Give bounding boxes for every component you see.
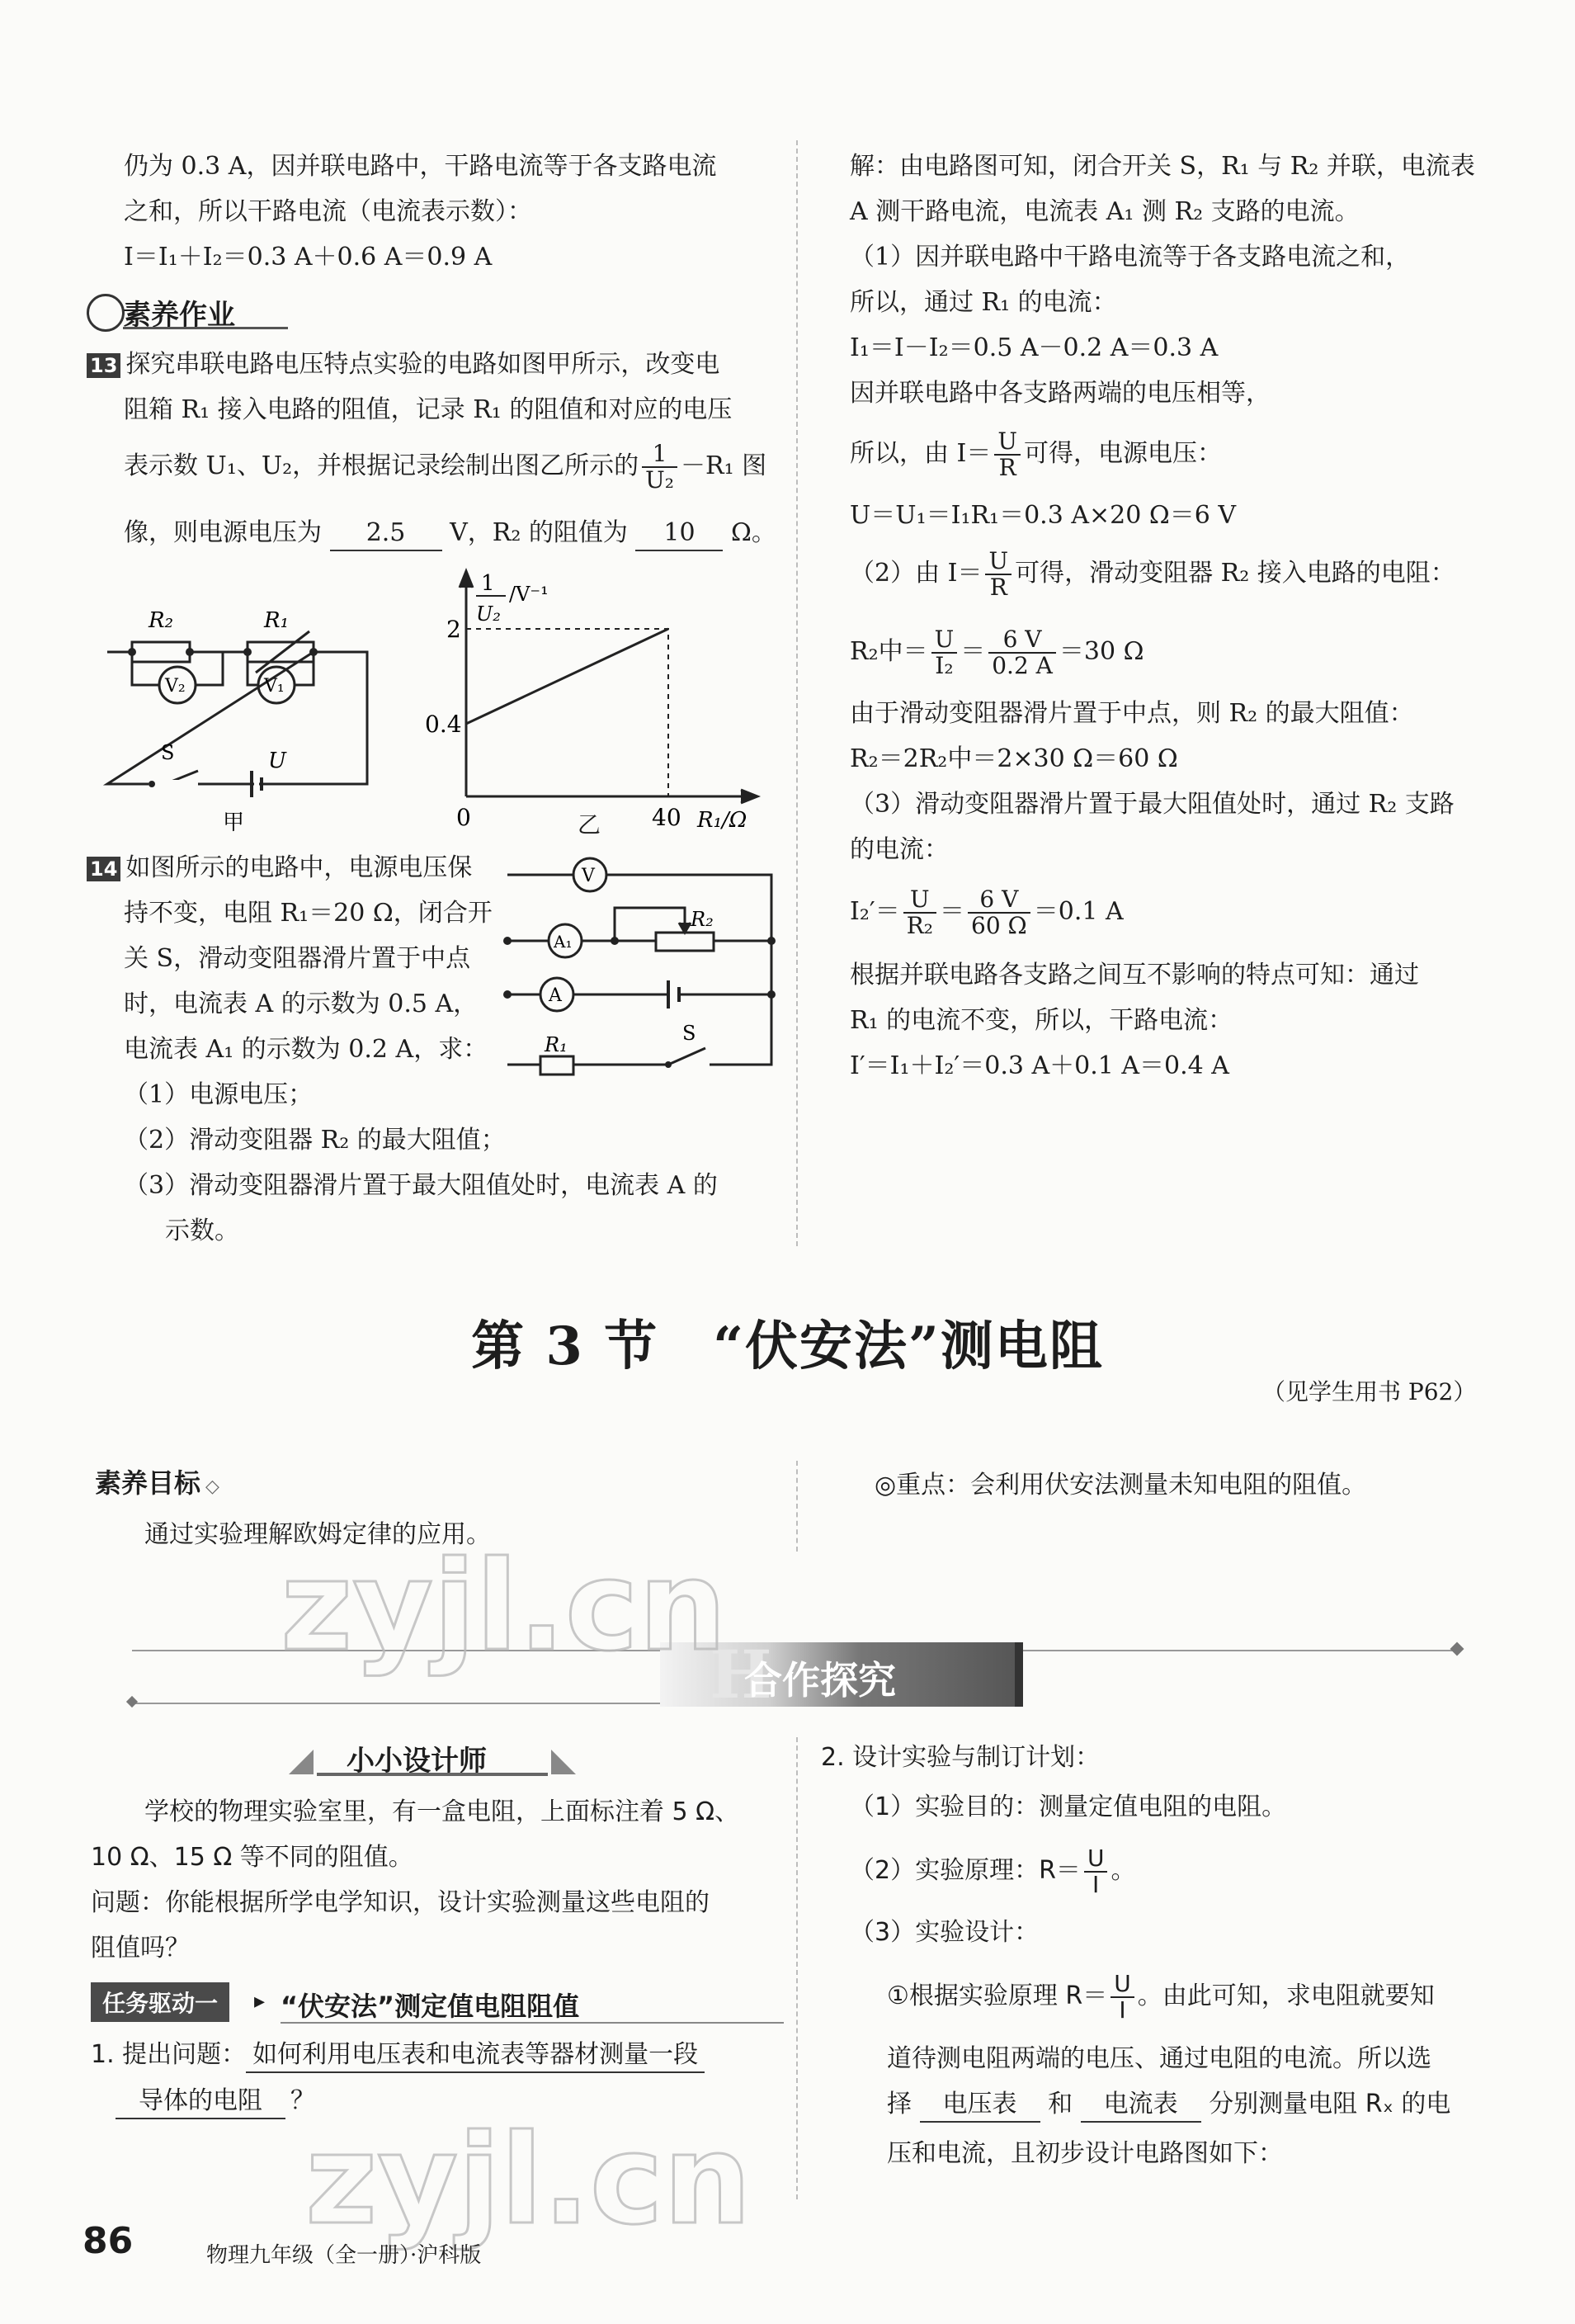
caption-jia: 甲	[223, 810, 245, 834]
sol10-f2n: 6 V	[988, 627, 1056, 654]
goals-key-point: ◎重点：会利用伏安法测量未知电阻的阻值。	[875, 1471, 1367, 1500]
badge-underline	[123, 327, 288, 329]
q13-text-3b: －R₁ 图	[680, 451, 767, 480]
q13-line-4	[124, 517, 776, 551]
solution-line-12: R₂＝2R₂中＝2×30 Ω＝60 Ω	[850, 744, 1178, 773]
task1-arrow-icon: ▸	[254, 1989, 266, 2014]
plan-line-7	[887, 2088, 1450, 2123]
q13-frac-den: U₂	[645, 466, 674, 494]
q14-label-r1: R₁	[545, 1033, 568, 1056]
designer-para-4: 阻值吗？	[91, 1934, 190, 1963]
q13-frac-num: 1	[642, 442, 677, 468]
q13-line-1	[87, 348, 719, 381]
sol15-b: ＝0.1 A	[1033, 897, 1124, 926]
q14-label-a: A	[549, 985, 562, 1006]
carryover-line-2: 之和，所以干路电流（电流表示数）：	[124, 197, 532, 226]
q14-line-3: 关 S，滑动变阻器滑片置于中点	[124, 944, 471, 973]
label-r2: R₂	[149, 608, 173, 633]
sol10-frac2	[988, 627, 1056, 678]
solution-line-3: （1）因并联电路中干路电流等于各支路电流之和，	[850, 243, 1411, 272]
q13-text-4c: Ω。	[731, 518, 776, 547]
banner-diamond-left	[126, 1696, 138, 1708]
banner-diamond-right	[1450, 1642, 1464, 1656]
goals-divider	[796, 1461, 798, 1552]
solution-line-17: R₁ 的电流不变，所以，干路电流：	[850, 1006, 1233, 1035]
graph-ylabel-den: U₂	[476, 602, 501, 626]
sol7-frac	[994, 429, 1021, 480]
designer-para-2: 10 Ω、15 Ω 等不同的阻值。	[91, 1843, 413, 1872]
circuit-diagram-jia	[99, 594, 396, 834]
slider-wire	[615, 908, 685, 941]
task1-q1-answer-b: 导体的电阻	[116, 2085, 285, 2119]
sol10-b: ＝30 Ω	[1059, 637, 1144, 666]
q14-label-s: S	[682, 1022, 696, 1045]
circuit-diagram-q14	[499, 850, 784, 1077]
sol15-eq: ＝	[940, 897, 965, 926]
sol15-frac2	[968, 887, 1030, 938]
label-v2: V₂	[165, 676, 186, 697]
plan-line-3	[850, 1842, 1135, 1900]
goals-label-row	[95, 1462, 219, 1500]
label-u: U	[268, 749, 286, 773]
task1-header	[91, 1981, 800, 2024]
q13-text-1: 探究串联电路电压特点实验的电路如图甲所示，改变电	[125, 350, 720, 379]
sol15-f1n: U	[903, 887, 936, 914]
sol10-a: R₂中＝	[850, 637, 928, 666]
student-book-reference: （见学生用书 P62）	[1262, 1378, 1477, 1405]
graph-line	[466, 629, 668, 724]
graph-yi	[417, 561, 780, 842]
plan7-a: 择	[887, 2090, 912, 2119]
solution-line-13: （3）滑动变阻器滑片置于最大阻值处时，通过 R₂ 支路	[850, 790, 1455, 819]
sol9-a: （2）由 I＝	[850, 559, 983, 588]
solution-line-6: 因并联电路中各支路两端的电压相等，	[850, 379, 1271, 408]
q14-part-3b: 示数。	[165, 1216, 239, 1245]
rheostat-arrow	[256, 631, 309, 673]
banner-letter-decoration: H	[710, 1636, 772, 1713]
task1-q1-line1	[91, 2038, 705, 2073]
plan-line-4: （3）实验设计：	[850, 1918, 1040, 1947]
plan-line-6: 道待测电阻两端的电压、通过电阻的电流。所以选	[887, 2044, 1431, 2073]
sol10-f1n: U	[931, 627, 958, 654]
solution-line-18: I′＝I₁＋I₂′＝0.3 A＋0.1 A＝0.4 A	[850, 1051, 1229, 1080]
book-title: 物理九年级（全一册）·沪科版	[206, 2243, 482, 2268]
sol15-f2d: 60 Ω	[971, 912, 1027, 939]
plan3-den: I	[1092, 1870, 1100, 1898]
banner-end-bar	[1015, 1642, 1023, 1707]
q14-line-5: 电流表 A₁ 的示数为 0.2 A，求：	[124, 1035, 488, 1064]
sol9-frac	[985, 549, 1011, 600]
solution-line-11: 由于滑动变阻器滑片置于中点，则 R₂ 的最大阻值：	[850, 699, 1414, 728]
q13-text-4b: V，R₂ 的阻值为	[450, 518, 628, 547]
plan-line-5	[887, 1967, 1435, 2025]
q14-label-v: V	[582, 866, 595, 886]
designer-underline	[317, 1773, 548, 1776]
column-divider-bottom	[796, 1737, 798, 2199]
sol15-frac1	[903, 887, 936, 938]
graph-xtick: 40	[652, 804, 681, 831]
q14-number: 14	[87, 857, 120, 881]
sol10-eq: ＝	[960, 637, 986, 666]
q13-text-3a: 表示数 U₁、U₂，并根据记录绘制出图乙所示的	[124, 451, 639, 480]
q14-text-1: 如图所示的电路中，电源电压保	[125, 853, 473, 882]
designer-para-3: 问题：你能根据所学电学知识，设计实验测量这些电阻的	[91, 1888, 710, 1917]
plan-line-1: 2. 设计实验与制订计划：	[821, 1743, 1101, 1772]
q14-line-4: 时，电流表 A 的示数为 0.5 A，	[124, 990, 479, 1018]
graph-ylabel-num: 1	[481, 571, 495, 596]
plan7-b: 和	[1048, 2090, 1073, 2119]
solution-line-5: I₁＝I－I₂＝0.5 A－0.2 A＝0.3 A	[850, 333, 1219, 362]
q13-answer-resistance: 10	[635, 517, 723, 551]
task1-tag: 任务驱动一	[91, 1982, 229, 2022]
graph-xlabel: R₁/Ω	[697, 808, 747, 833]
task1-underline	[281, 2022, 784, 2024]
sol10-f2d: 0.2 A	[992, 652, 1053, 679]
goals-text: 通过实验理解欧姆定律的应用。	[144, 1520, 491, 1549]
sol7-num: U	[994, 429, 1021, 456]
task1-title: “伏安法”测定值电阻阻值	[281, 1991, 580, 2022]
sol10-f1d: I₂	[935, 652, 954, 679]
q13-answer-voltage: 2.5	[330, 517, 442, 551]
graph-ytick-high: 2	[446, 616, 461, 643]
plan-answer-ammeter: 电流表	[1081, 2088, 1201, 2123]
graph-ytick-low: 0.4	[425, 711, 462, 738]
plan7-c: 分别测量电阻 Rₓ 的电	[1209, 2090, 1451, 2119]
plan3-a: （2）实验原理：R＝	[850, 1856, 1081, 1885]
plan3-num: U	[1084, 1846, 1108, 1873]
sol7-den: R	[998, 454, 1016, 481]
q14-part-1: （1）电源电压；	[124, 1080, 314, 1109]
banner-line-left	[132, 1703, 710, 1704]
badge-ring-icon	[87, 294, 125, 332]
graph-yunit: /V⁻¹	[509, 583, 549, 606]
sol7-a: 所以，由 I＝	[850, 439, 992, 468]
q13-line-3	[124, 437, 766, 495]
task1-q1-answer-a: 如何利用电压表和电流表等器材测量一段	[246, 2038, 705, 2073]
rheostat-r2	[656, 933, 714, 951]
task1-q1-line2	[116, 2085, 315, 2119]
plan3-b: 。	[1111, 1856, 1136, 1885]
sol9-den: R	[989, 574, 1007, 601]
q14-label-a1: A₁	[554, 932, 573, 952]
q13-line-2: 阻箱 R₁ 接入电路的阻值，记录 R₁ 的阻值和对应的电压	[124, 395, 733, 424]
plan3-frac	[1084, 1846, 1108, 1897]
designer-right-wedge	[551, 1750, 576, 1774]
sol9-b: 可得，滑动变阻器 R₂ 接入电路的电阻：	[1015, 559, 1455, 588]
solution-line-2: A 测干路电流，电流表 A₁ 测 R₂ 支路的电流。	[850, 197, 1360, 226]
carryover-line-3: I＝I₁＋I₂＝0.3 A＋0.6 A＝0.9 A	[124, 243, 493, 272]
solution-line-15	[850, 883, 1124, 941]
q13-number: 13	[87, 353, 120, 378]
diamond-icon: ◇	[205, 1476, 219, 1497]
solution-line-8: U＝U₁＝I₁R₁＝0.3 A×20 Ω＝6 V	[850, 501, 1237, 530]
sol9-num: U	[985, 549, 1011, 575]
label-v1: V₁	[264, 676, 285, 697]
label-s: S	[161, 741, 175, 764]
task1-q1-label: 1. 提出问题：	[91, 2040, 247, 2069]
battery-icon	[668, 980, 679, 1008]
solution-line-7	[850, 425, 1222, 483]
plan-answer-voltmeter: 电压表	[920, 2088, 1040, 2123]
homework-badge-label: 素养作业	[123, 299, 235, 332]
resistor-r1	[540, 1056, 573, 1075]
sol10-frac1	[931, 627, 958, 678]
carryover-line-1: 仍为 0.3 A，因并联电路中，干路电流等于各支路电流	[124, 152, 717, 181]
page-number: 86	[83, 2220, 134, 2262]
sol7-b: 可得，电源电压：	[1024, 439, 1222, 468]
solution-line-10	[850, 623, 1144, 681]
plan5-b: 。由此可知，求电阻就要知	[1137, 1982, 1435, 2010]
designer-left-wedge	[289, 1750, 314, 1774]
q14-label-r2: R₂	[691, 908, 714, 931]
watermark-top: zyjl.cn	[281, 1535, 727, 1679]
q14-line-2: 持不变，电阻 R₁＝20 Ω，闭合开	[124, 899, 493, 928]
designer-header-label: 小小设计师	[347, 1745, 487, 1778]
plan-line-2: （1）实验目的：测量定值电阻的电阻。	[850, 1793, 1287, 1821]
section-title: 第 3 节 “伏安法”测电阻	[471, 1316, 1104, 1377]
column-divider-top	[796, 140, 798, 1246]
plan5-num: U	[1111, 1972, 1134, 1998]
plan5-a: ①根据实验原理 R＝	[887, 1982, 1108, 2010]
task1-q1-end: ？	[290, 2086, 315, 2115]
solution-line-14: 的电流：	[850, 835, 949, 864]
resistor-r2	[132, 642, 190, 662]
sol15-f1d: R₂	[906, 912, 934, 939]
solution-line-4: 所以，通过 R₁ 的电流：	[850, 288, 1117, 317]
plan5-den: I	[1119, 1996, 1126, 2024]
switch-icon	[668, 1048, 705, 1065]
sol15-a: I₂′＝	[850, 897, 900, 926]
plan-line-8: 压和电流，且初步设计电路图如下：	[887, 2139, 1283, 2168]
designer-header	[289, 1733, 578, 1779]
coop-banner-label: 合作探究	[744, 1658, 896, 1703]
caption-yi: 乙	[578, 811, 601, 838]
plan5-frac	[1111, 1969, 1134, 2024]
q14-line-1	[87, 852, 472, 885]
sol15-f2n: 6 V	[968, 887, 1030, 914]
solution-line-16: 根据并联电路各支路之间互不影响的特点可知：通过	[850, 961, 1419, 990]
q13-fraction	[642, 442, 677, 493]
q14-part-3: （3）滑动变阻器滑片置于最大阻值处时，电流表 A 的	[124, 1171, 718, 1200]
homework-badge	[87, 289, 293, 330]
goals-label: 素养目标	[95, 1467, 201, 1499]
designer-para-1: 学校的物理实验室里，有一盒电阻，上面标注着 5 Ω、	[144, 1797, 740, 1826]
watermark-bottom: zyjl.cn	[305, 2109, 752, 2252]
solution-line-1: 解：由电路图可知，闭合开关 S，R₁ 与 R₂ 并联，电流表	[850, 152, 1475, 181]
q14-part-2: （2）滑动变阻器 R₂ 的最大阻值；	[124, 1126, 506, 1155]
label-r1: R₁	[264, 608, 289, 633]
solution-line-9	[850, 545, 1455, 602]
q13-text-4a: 像，则电源电压为	[124, 518, 322, 547]
graph-origin: 0	[456, 804, 471, 831]
